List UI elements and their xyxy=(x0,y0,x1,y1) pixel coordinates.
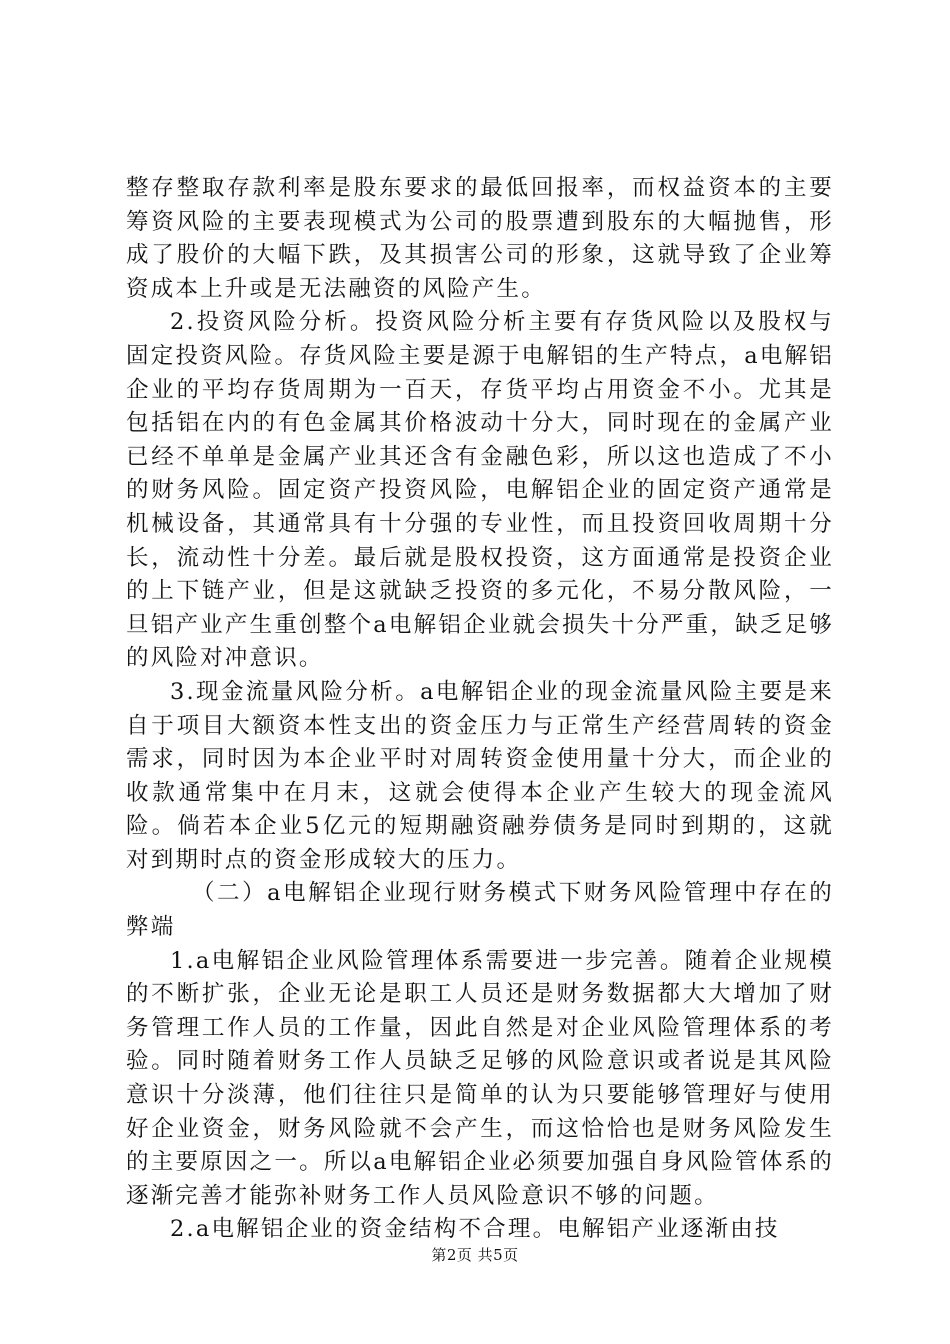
paragraph-risk-management-system: 1.a电解铝企业风险管理体系需要进一步完善。随着企业规模的不断扩张，企业无论是职工人员还是财务数据都大大增加了财务管理工作人员的工作量，因此自然是对企业风险管理体系的考验。同时随着财务工作人员缺乏足够的风险意识或者说是其风险意识十分淡薄，他们往往只是简单的认为只要能够管理好与使用好企业资金，财务风险就不会产生，而这恰恰也是财务风险发生的主要原因之一。所以a电解铝企业必须要加强自身风险管体系的逐渐完善才能弥补财务工作人员风险意识不够的问题。 xyxy=(126,947,834,1209)
page-footer: 第2页 共5页 xyxy=(431,1246,519,1264)
paragraph-capital-structure: 2.a电解铝企业的资金结构不合理。电解铝产业逐渐由技 xyxy=(170,1216,780,1243)
document-body xyxy=(126,172,834,1247)
paragraph-investment-risk: 2.投资风险分析。投资风险分析主要有存货风险以及股权与固定投资风险。存货风险主要是源于电解铝的生产特点，a电解铝企业的平均存货周期为一百天，存货平均占用资金不小。尤其是包括铝在内的有色金属其价格波动十分大，同时现在的金属产业已经不单单是金属产业其还含有金融色彩，所以这也造成了不小的财务风险。固定资产投资风险，电解铝企业的固定资产通常是机械设备，其通常具有十分强的专业性，而且投资回收周期十分长，流动性十分差。最后就是股权投资，这方面通常是投资企业的上下链产业，但是这就缺乏投资的多元化，不易分散风险，一旦铝产业产生重创整个a电解铝企业就会损失十分严重，缺乏足够的风险对冲意识。 xyxy=(126,309,834,672)
paragraph-cash-flow-risk: 3.现金流量风险分析。a电解铝企业的现金流量风险主要是来自于项目大额资本性支出的资金压力与正常生产经营周转的资金需求，同时因为本企业平时对周转资金使用量十分大，而企业的收款通常集中在月末，这就会使得本企业产生较大的现金流风险。倘若本企业5亿元的短期融资融券债务是同时到期的，这就对到期时点的资金形成较大的压力。 xyxy=(126,678,834,873)
section-heading-drawbacks: （二）a电解铝企业现行财务模式下财务风险管理中存在的弊端 xyxy=(126,880,834,941)
paragraph-financing-risk-continued: 整存整取存款利率是股东要求的最低回报率，而权益资本的主要筹资风险的主要表现模式为公司的股票遭到股东的大幅抛售，形成了股价的大幅下跌，及其损害公司的形象，这就导致了企业筹资成本上升或是无法融资的风险产生。 xyxy=(126,175,834,302)
